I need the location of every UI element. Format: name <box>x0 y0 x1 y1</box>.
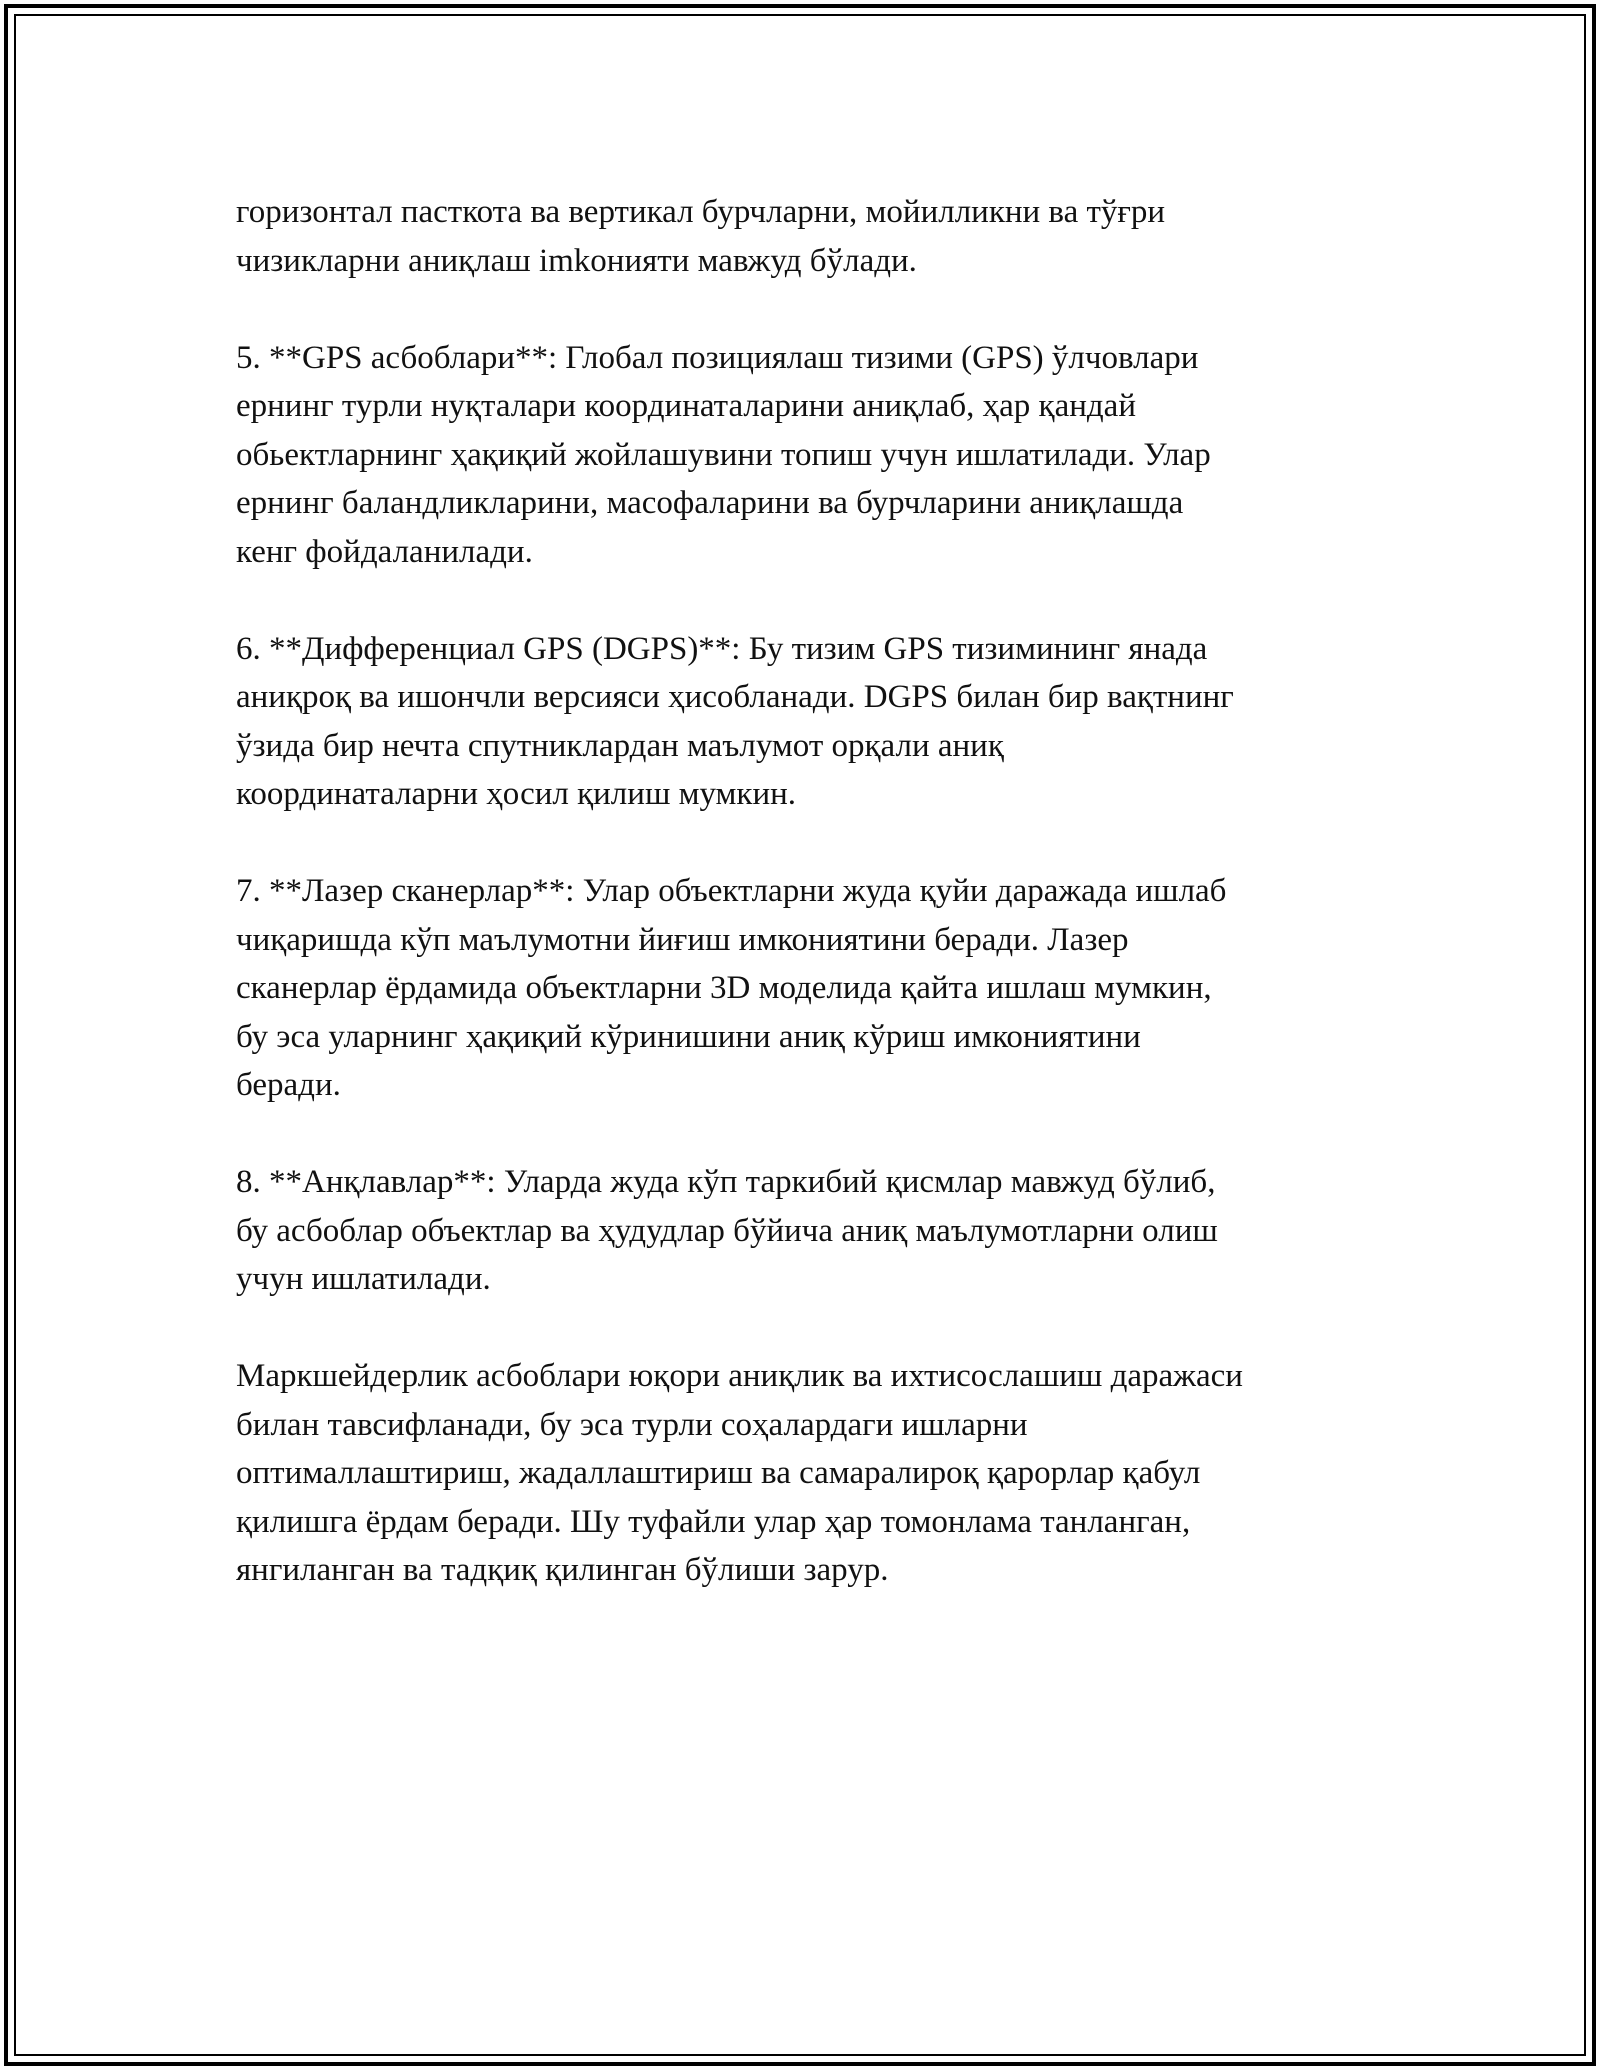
paragraph-anqlavlar: 8. **Анқлавлар**: Уларда жуда кўп таркибий қисмлар мавжуд бўлиб, бу асбоблар объектлар ва ҳудудлар бўйича аниқ маълумотларни олиш учун ишлатилади. <box>236 1164 1218 1297</box>
document-body <box>236 188 1366 1643</box>
paragraph-conclusion: Маркшейдерлик асбоблари юқори аниқлик ва ихтисослашиш даражаси билан тавсифланади, бу эса турли соҳалардаги ишларни оптималлаштириш, жадаллаштириш ва самаралироқ қарорлар қабул қилишга ёрдам беради. Шу туфайли улар ҳар томонлама танланган, янгиланган ва тадқиқ қилинган бўлиши зарур. <box>236 1358 1243 1588</box>
paragraph-laser-scanners: 7. **Лазер сканерлар**: Улар объектларни жуда қуйи даражада ишлаб чиқаришда кўп маълумотни йиғиш имкониятини беради. Лазер сканерлар ёрдамида объектларни 3D моделида қайта ишлаш мумкин, бу эса уларнинг ҳақиқий кўринишини аниқ кўриш имкониятини беради. <box>236 873 1227 1103</box>
paragraph-dgps: 6. **Дифференциал GPS (DGPS)**: Бу тизим GPS тизимининг янада аниқроқ ва ишончли версияси ҳисобланади. DGPS билан бир вақтнинг ўзида бир нечта спутниклардан маълумот орқали аниқ координаталарни ҳосил қилиш мумкин. <box>236 630 1234 812</box>
paragraph-continuation: горизонтал пасткота ва вертикал бурчларни, мойилликни ва тўғри чизикларни аниқлаш imkoнияти мавжуд бўлади. <box>236 194 1166 279</box>
paragraph-gps-instruments: 5. **GPS асбоблари**: Глобал позициялаш тизими (GPS) ўлчовлари ернинг турли нуқталари координаталарини аниқлаб, ҳар қандай обьектларнинг ҳақиқий жойлашувини топиш учун ишлатилади. Улар ернинг баландликларини, масофаларини ва бурчларини аниқлашда кенг фойдаланилади. <box>236 339 1211 570</box>
